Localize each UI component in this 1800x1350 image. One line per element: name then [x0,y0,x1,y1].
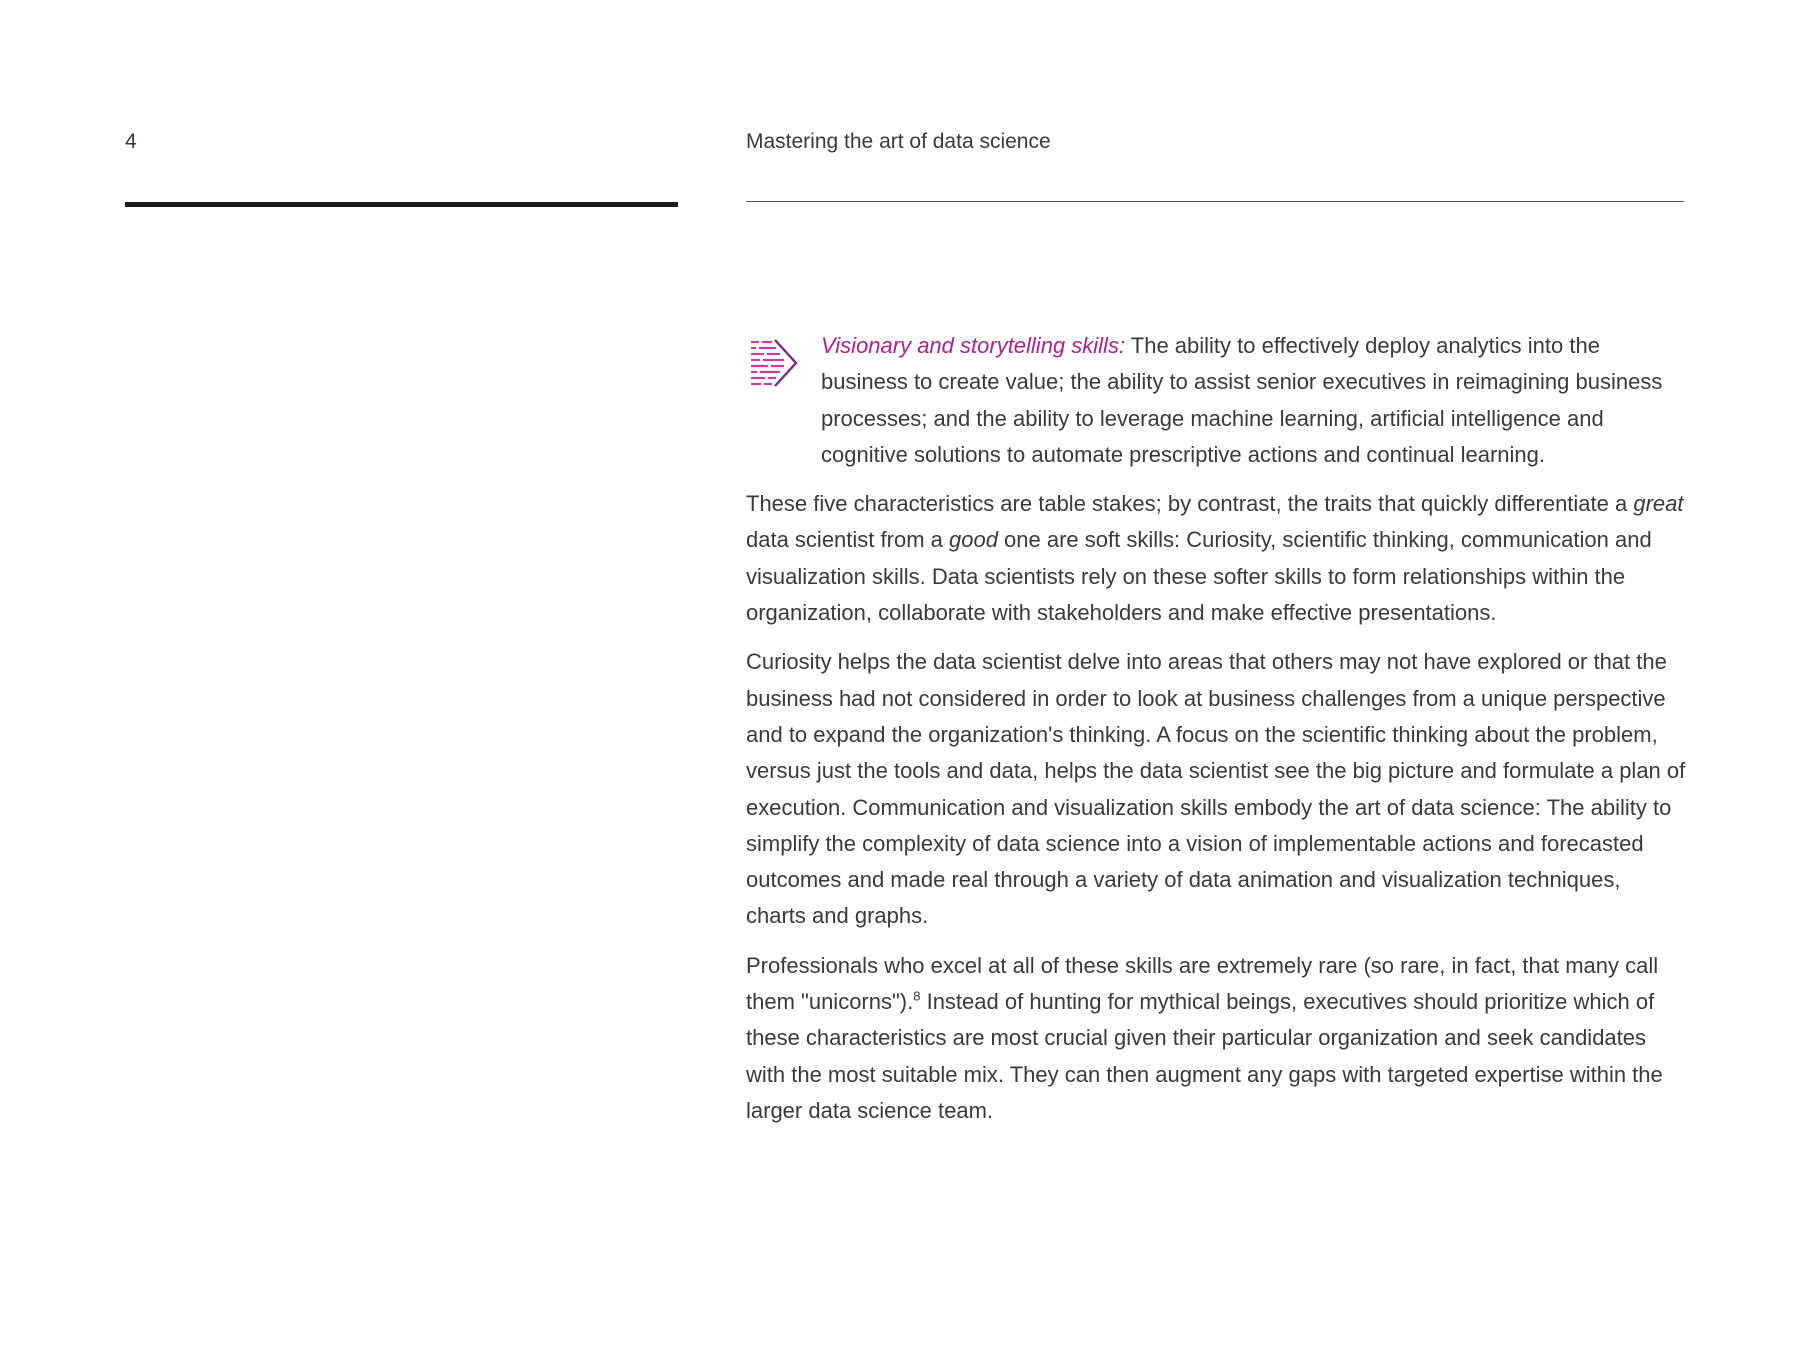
p1-text-c: one are soft skills: Curiosity, scientific thinking, communication and visualization skills. Data scientists rely on these softer skills to form relationships within the organization, collaborate with stakeholders and make effective presentations. [746,527,1652,626]
chevron-right-icon [750,338,802,390]
p1-text-b: data scientist from a [746,527,949,553]
p2-text: Curiosity helps the data scientist delve into areas that others may not have explored or that the business had not considered in order to look at business challenges from a unique perspective and to expand the organization's thinking. A focus on the scientific thinking about the problem, versus just the tools and data, helps the data scientist see the big picture and formulate a plan of execution. Communication and visualization skills embody the art of data science: The ability to simplify the complexity of data science into a vision of implementable actions and forecasted outcomes and made real through a variety of data animation and visualization techniques, charts and graphs. [746,649,1686,929]
right-rule [746,201,1684,202]
main-content [746,328,1686,1142]
paragraph-3 [746,948,1686,1129]
p3-text-b: Instead of hunting for mythical beings, executives should prioritize which of these characteristics are most crucial given their particular organization and seek candidates with the most suitable mix. They can then augment any gaps with targeted expertise within the larger data science team. [746,989,1663,1123]
bullet-item [746,328,1686,473]
p1-text-a: These five characteristics are table stakes; by contrast, the traits that quickly differentiate a [746,491,1634,517]
running-title: Mastering the art of data science [746,130,1051,153]
page-number: 4 [125,130,137,153]
left-rule [125,202,678,207]
bullet-text: The ability to effectively deploy analytics into the business to create value; the ability to assist senior executives in reimagining business processes; and the ability to leverage machine learning, artificial intelligence and cognitive solutions to automate prescriptive actions and continual learning. [821,333,1663,467]
paragraph-1 [746,486,1686,631]
p3-text-a: Professionals who excel at all of these skills are extremely rare (so rare, in fact, that many call them "unicorns"). [746,952,1659,1015]
p1-italic-great: great [1633,491,1684,517]
p1-italic-good: good [948,527,998,553]
paragraph-2 [746,644,1686,934]
footnote-reference[interactable]: 8 [913,988,921,1004]
bullet-lead: Visionary and storytelling skills: [821,333,1126,358]
